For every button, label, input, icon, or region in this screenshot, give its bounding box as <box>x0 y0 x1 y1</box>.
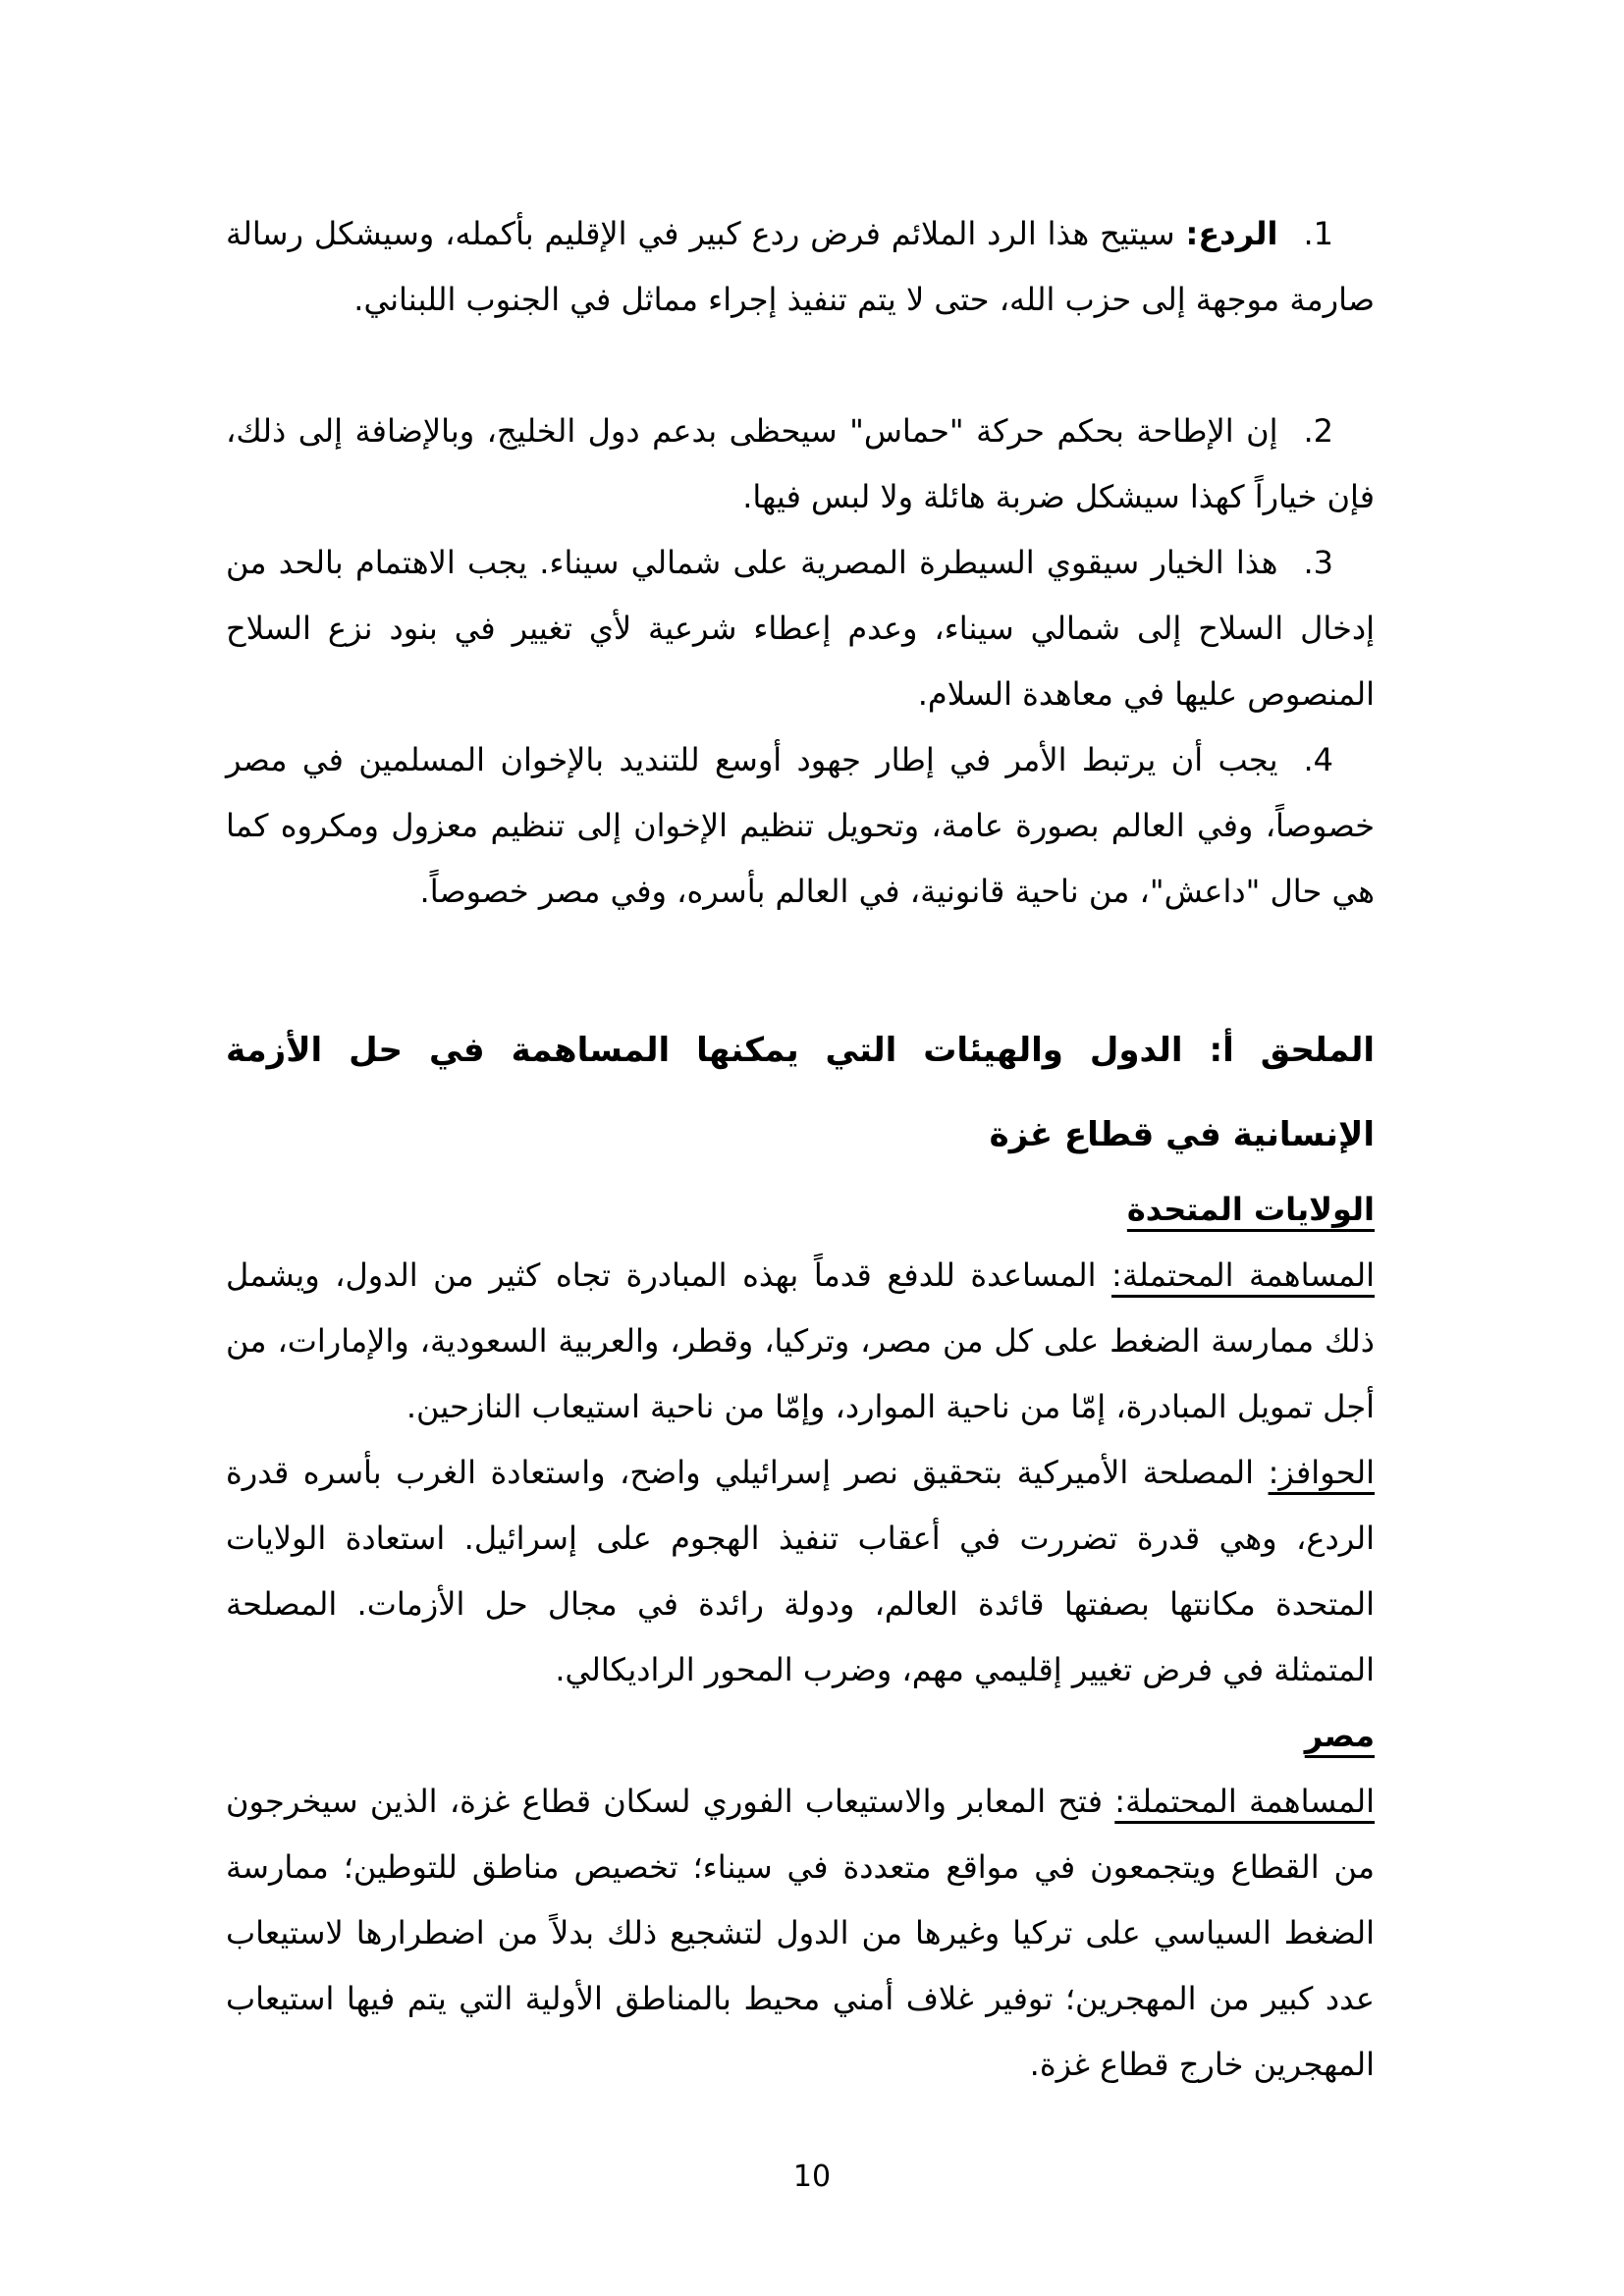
section-heading-egypt: مصر <box>1304 1717 1375 1754</box>
document-content <box>226 201 1375 2098</box>
list-item-term: الردع: <box>1185 215 1278 252</box>
paragraph-label: المساهمة المحتملة: <box>1114 1783 1376 1820</box>
list-item-number: 1. <box>1303 215 1334 252</box>
section-paragraph <box>226 1440 1375 1703</box>
list-item-number: 3. <box>1303 544 1333 581</box>
paragraph-text: فتح المعابر والاستيعاب الفوري لسكان قطاع غزة، الذين سيخرجون من القطاع ويتجمعون في مواقع متعددة في سيناء؛ تخصيص مناطق للتوطين؛ ممارسة الضغط السياسي على تركيا وغيرها من الدول لتشجيع ذلك بدلاً من اضطرارها لاستيعاب عدد كبير من المهجرين؛ توفير غلاف أمني محيط بالمناطق الأولية التي يتم فيها استيعاب المهجرين خارج قطاع غزة. <box>226 1783 1375 2083</box>
paragraph-text: المساعدة للدفع قدماً بهذه المبادرة تجاه كثير من الدول، ويشمل ذلك ممارسة الضغط على كل من مصر، وتركيا، وقطر، والعربية السعودية، والإمارات، من أجل تمويل المبادرة، إمّا من ناحية الموارد، وإمّا من ناحية استيعاب النازحين. <box>226 1256 1375 1425</box>
list-item-text: إن الإطاحة بحكم حركة "حماس" سيحظى بدعم دول الخليج، وبالإضافة إلى ذلك، فإن خياراً كهذا سيشكل ضربة هائلة ولا لبس فيها. <box>226 412 1375 515</box>
list-item-number: 4. <box>1303 741 1333 778</box>
paragraph-label: المساهمة المحتملة: <box>1111 1256 1376 1294</box>
list-item-text: هذا الخيار سيقوي السيطرة المصرية على شمالي سيناء. يجب الاهتمام بالحد من إدخال السلاح إلى شمالي سيناء، وعدم إعطاء شرعية لأي تغيير في بنود نزع السلاح المنصوص عليها في معاهدة السلام. <box>226 544 1375 713</box>
paragraph-text: المصلحة الأميركية بتحقيق نصر إسرائيلي واضح، واستعادة الغرب بأسره قدرة الردع، وهي قدرة تضررت في أعقاب تنفيذ الهجوم على إسرائيل. استعادة الولايات المتحدة مكانتها بصفتها قائدة العالم، ودولة رائدة في مجال حل الأزمات. المصلحة المتمثلة في فرض تغيير إقليمي مهم، وضرب المحور الراديكالي. <box>226 1454 1375 1688</box>
section-heading-united-states: الولايات المتحدة <box>1126 1191 1375 1228</box>
section-paragraph <box>226 1243 1375 1440</box>
list-item-number: 2. <box>1303 412 1333 450</box>
list-item <box>226 530 1375 727</box>
list-item <box>226 727 1375 990</box>
paragraph-label: الحوافز: <box>1268 1454 1376 1491</box>
section-paragraph <box>226 1769 1375 2098</box>
appendix-heading: الملحق أ: الدول والهيئات التي يمكنها المساهمة في حل الأزمة الإنسانية في قطاع غزة <box>226 1031 1375 1154</box>
list-item <box>226 201 1375 399</box>
list-item <box>226 399 1375 530</box>
list-item-text: سيتيح هذا الرد الملائم فرض ردع كبير في الإقليم بأكمله، وسيشكل رسالة صارمة موجهة إلى حزب الله، حتى لا يتم تنفيذ إجراء مماثل في الجنوب اللبناني. <box>226 215 1375 318</box>
list-item-text: يجب أن يرتبط الأمر في إطار جهود أوسع للتنديد بالإخوان المسلمين في مصر خصوصاً، وفي العالم بصورة عامة، وتحويل تنظيم الإخوان إلى تنظيم معزول ومكروه كما هي حال "داعش"، من ناحية قانونية، في العالم بأسره، وفي مصر خصوصاً. <box>226 741 1375 910</box>
page-number: 10 <box>792 2160 832 2194</box>
